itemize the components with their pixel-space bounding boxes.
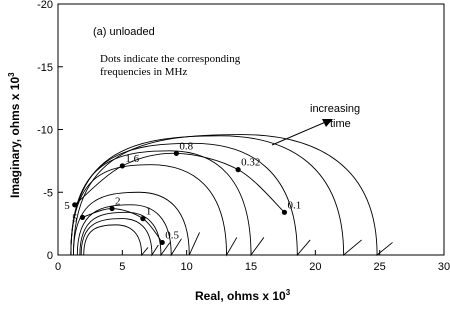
plot-frame <box>58 4 444 255</box>
frequency-dot <box>236 167 241 172</box>
frequency-label: 0.1 <box>287 199 302 212</box>
y-tick-label: -20 <box>37 0 53 11</box>
frequency-dot <box>140 216 145 221</box>
x-axis-title: Real, ohms x $10^3$ <box>195 288 291 303</box>
frequency-label: 0.32 <box>241 156 261 169</box>
frequency-dot <box>72 202 77 207</box>
note-line-1: Dots indicate the corresponding <box>100 53 241 65</box>
x-tick-label: 10 <box>180 261 193 273</box>
x-tick-label: 5 <box>119 261 126 273</box>
y-tick-label: -15 <box>37 61 53 74</box>
y-axis-title: Imaginary, ohms x $10^3$ <box>7 72 22 198</box>
impedance-curve <box>73 192 199 255</box>
x-tick-label: 30 <box>437 261 450 273</box>
y-tick-label: 0 <box>46 250 53 262</box>
annotation-arrow-shaft <box>272 121 328 145</box>
frequency-label: 5 <box>71 212 78 225</box>
frequency-dot <box>109 206 114 211</box>
y-tick-label: -10 <box>37 124 53 137</box>
frequency-dot <box>282 210 287 215</box>
frequency-label: 2 <box>115 195 121 208</box>
impedance-curve <box>84 225 148 255</box>
axis-ticks <box>37 0 450 273</box>
impedance-curve <box>71 165 237 255</box>
frequency-lines <box>64 140 301 245</box>
frequency-label: 1.6 <box>125 152 140 165</box>
impedance-curve <box>73 135 392 255</box>
frequency-label: 1 <box>145 205 152 218</box>
frequency-dot <box>120 163 125 168</box>
frequency-dot <box>160 240 165 245</box>
x-tick-label: 20 <box>309 261 322 273</box>
frequency-dot <box>174 151 179 156</box>
frequency-dot <box>80 215 85 220</box>
frequency-label: 0.8 <box>179 140 194 153</box>
annotation-line-1: increasing <box>310 103 361 115</box>
y-tick-label: -5 <box>43 187 53 200</box>
frequency-label: 0.5 <box>165 229 179 242</box>
x-tick-label: 25 <box>373 261 386 273</box>
frequency-label: 5 <box>64 199 70 212</box>
panel-label: (a) unloaded <box>93 26 155 38</box>
note-line-2: frequencies in MHz <box>100 66 188 78</box>
x-tick-label: 0 <box>54 261 62 273</box>
annotation-line-2: time <box>330 118 351 130</box>
x-tick-label: 15 <box>244 261 258 273</box>
